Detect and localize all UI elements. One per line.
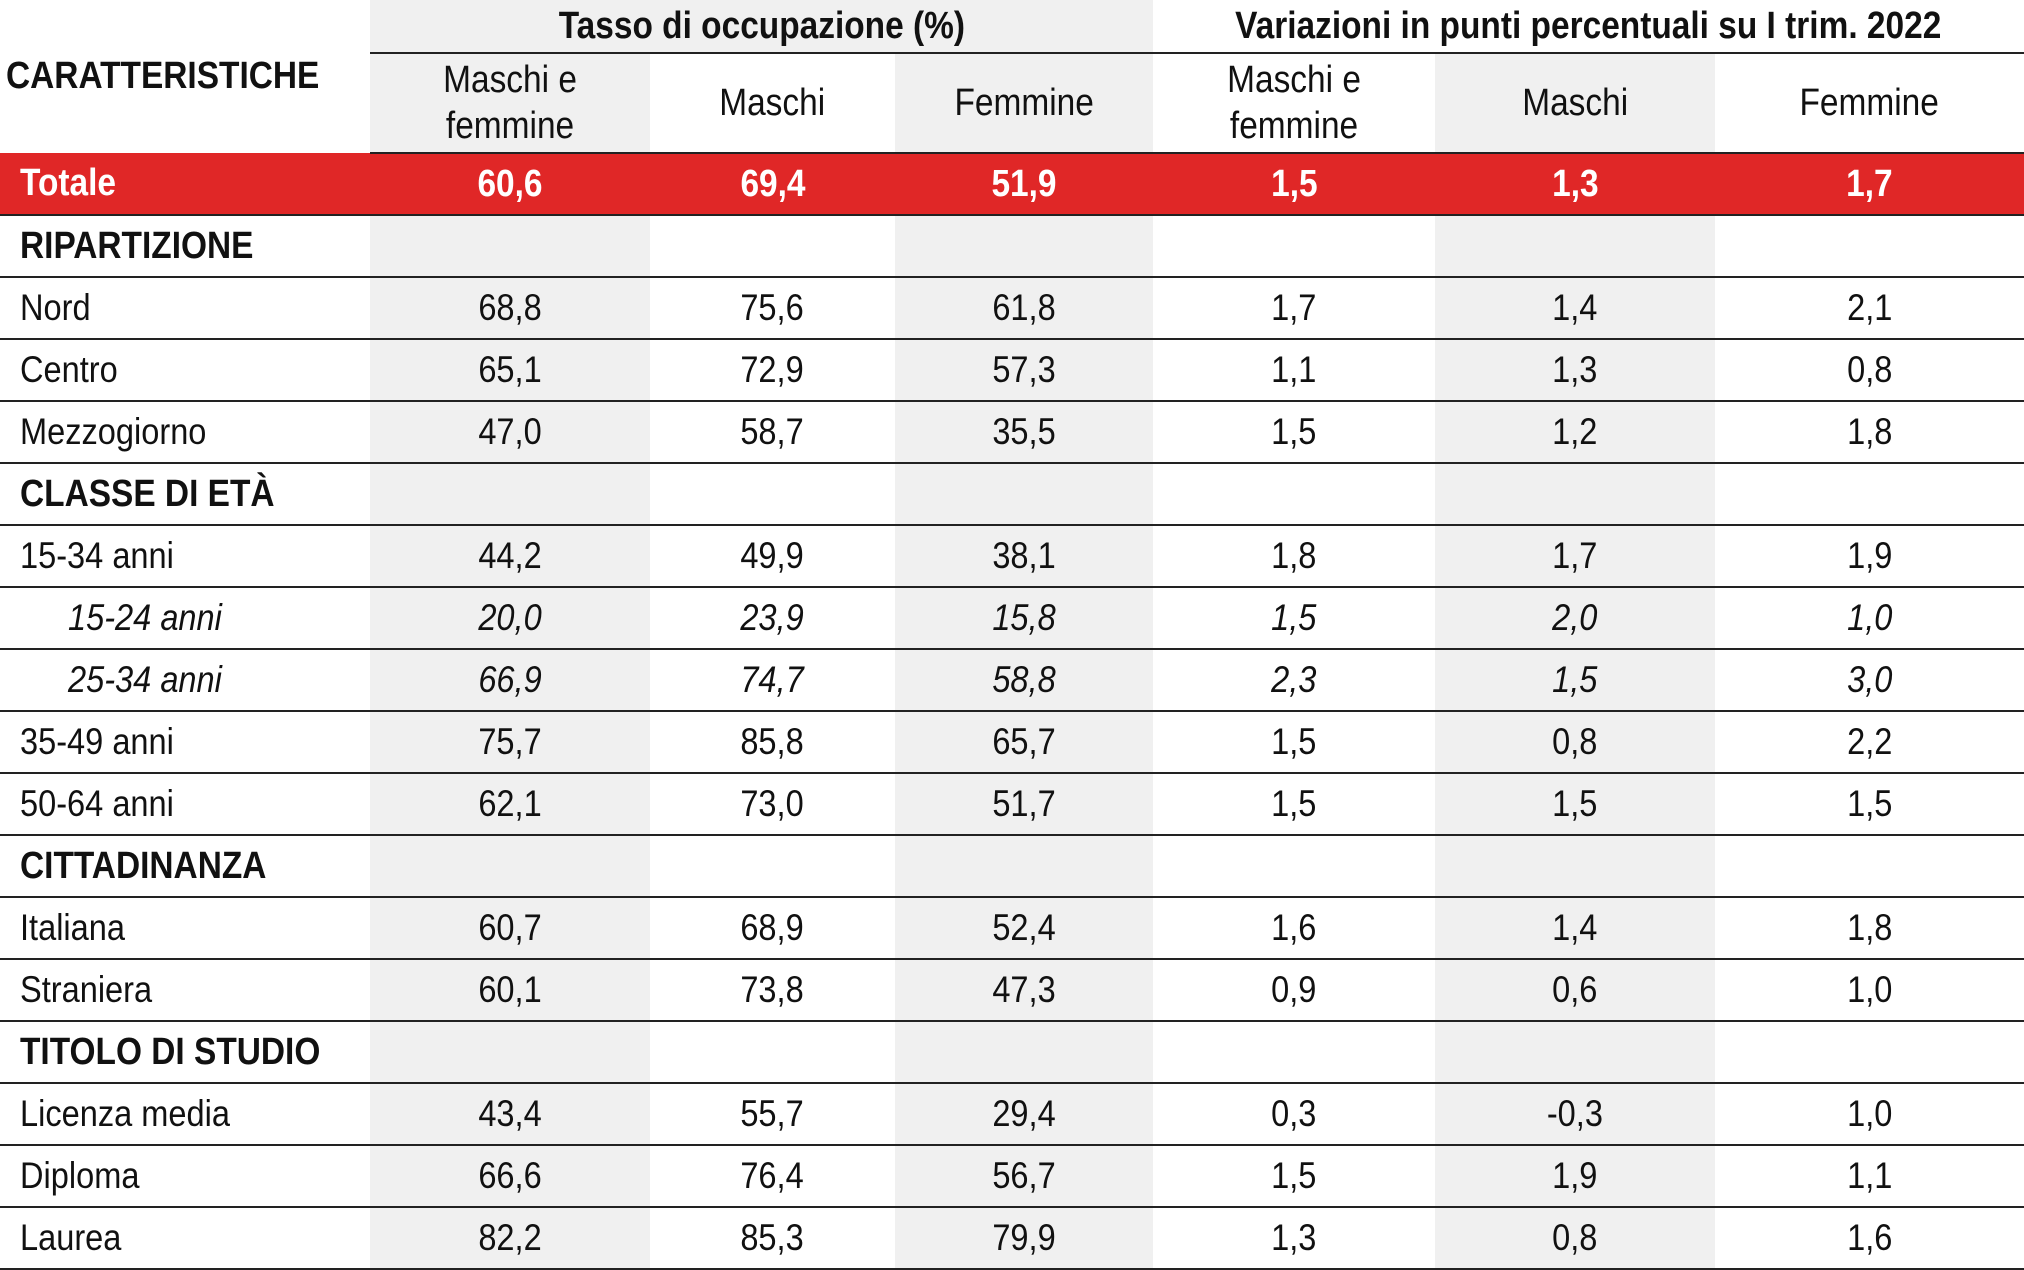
value-cell-text: 82,2: [478, 1217, 542, 1258]
row-label-text: 35-49 anni: [20, 721, 174, 762]
value-cell-text: 1,5: [1552, 783, 1598, 824]
value-cell-text: 0,9: [1271, 969, 1317, 1010]
empty-cell: [1435, 1021, 1715, 1083]
value-cell: [1435, 153, 1715, 215]
value-cell: [370, 897, 650, 959]
row-label: [0, 339, 370, 401]
value-cell: [1435, 959, 1715, 1021]
value-cell: [370, 339, 650, 401]
value-cell-text: 60,7: [478, 907, 542, 948]
value-cell-text: 66,6: [478, 1155, 542, 1196]
value-cell: [1153, 525, 1435, 587]
value-cell: [1153, 1145, 1435, 1207]
value-cell: [1435, 773, 1715, 835]
value-cell-text: 1,4: [1552, 287, 1598, 328]
empty-cell: [895, 463, 1153, 525]
empty-cell: [1715, 463, 2024, 525]
value-cell-text: 1,0: [1846, 969, 1893, 1010]
value-cell-text: 2,0: [1552, 597, 1598, 638]
empty-cell: [370, 835, 650, 897]
value-cell: [650, 649, 895, 711]
value-cell: [1153, 587, 1435, 649]
value-cell: [1153, 339, 1435, 401]
value-cell: [1715, 153, 2024, 215]
value-cell: [1435, 587, 1715, 649]
row-label-text: Licenza media: [20, 1093, 230, 1134]
value-cell-text: 65,7: [992, 721, 1056, 762]
value-cell-text: 47,0: [478, 411, 542, 452]
value-cell: [650, 587, 895, 649]
value-cell: [1715, 649, 2024, 711]
value-cell-text: 73,8: [740, 969, 805, 1010]
value-cell-text: 47,3: [992, 969, 1056, 1010]
table-row: [0, 959, 2024, 1021]
value-cell: [1715, 587, 2024, 649]
value-cell-text: 52,4: [992, 907, 1056, 948]
value-cell-text: 0,8: [1552, 721, 1598, 762]
caption-cell: [0, 0, 370, 153]
column-header: [370, 53, 650, 153]
value-cell: [650, 711, 895, 773]
value-cell: [1715, 897, 2024, 959]
table-row: [0, 649, 2024, 711]
value-cell: [370, 277, 650, 339]
header-group-row: [0, 0, 2024, 53]
value-cell: [1715, 277, 2024, 339]
value-cell-text: -0,3: [1546, 1093, 1604, 1134]
value-cell: [1435, 1145, 1715, 1207]
value-cell-text: 43,4: [478, 1093, 542, 1134]
value-cell: [1435, 897, 1715, 959]
table-row: [0, 711, 2024, 773]
value-cell: [895, 897, 1153, 959]
value-cell-text: 23,9: [740, 597, 805, 638]
value-cell: [370, 1145, 650, 1207]
value-cell-text: 1,6: [1271, 907, 1317, 948]
value-cell-text: 1,5: [1271, 721, 1317, 762]
section-title-text: CLASSE DI ETÀ: [20, 472, 275, 515]
section-header-row: [0, 1021, 2024, 1083]
value-cell: [1153, 711, 1435, 773]
section-title: [0, 463, 370, 525]
value-cell-text: 60,1: [478, 969, 542, 1010]
value-cell: [895, 1207, 1153, 1269]
value-cell-text: 0,8: [1552, 1217, 1598, 1258]
value-cell: [895, 339, 1153, 401]
row-label: [0, 277, 370, 339]
value-cell-text: 1,5: [1271, 411, 1317, 452]
table-row: [0, 1083, 2024, 1145]
table-row: [0, 1145, 2024, 1207]
value-cell-text: 61,8: [992, 287, 1056, 328]
empty-cell: [650, 463, 895, 525]
value-cell-text: 1,6: [1846, 1217, 1893, 1258]
value-cell-text: 75,7: [478, 721, 542, 762]
value-cell-text: 1,5: [1846, 783, 1893, 824]
value-cell: [370, 711, 650, 773]
value-cell: [650, 339, 895, 401]
value-cell: [1435, 277, 1715, 339]
value-cell-text: 1,8: [1271, 535, 1317, 576]
value-cell-text: 1,7: [1271, 287, 1317, 328]
value-cell: [1435, 1083, 1715, 1145]
value-cell: [650, 277, 895, 339]
row-label-text: 15-24 anni: [68, 597, 222, 638]
value-cell: [1715, 773, 2024, 835]
table-caption: CARATTERISTICHE: [6, 55, 320, 97]
value-cell: [1153, 1207, 1435, 1269]
value-cell: [370, 153, 650, 215]
value-cell-text: 72,9: [740, 349, 805, 390]
value-cell-text: 1,7: [1846, 162, 1893, 205]
value-cell-text: 1,3: [1552, 349, 1598, 390]
value-cell-text: 55,7: [740, 1093, 805, 1134]
value-cell: [1435, 649, 1715, 711]
row-label: [0, 649, 370, 711]
value-cell: [1715, 1145, 2024, 1207]
empty-cell: [1153, 463, 1435, 525]
section-title: [0, 835, 370, 897]
group-header-rate: [370, 0, 1153, 53]
column-header: [1715, 53, 2024, 153]
table-row: [0, 587, 2024, 649]
value-cell-text: 1,5: [1271, 1155, 1317, 1196]
value-cell: [1435, 711, 1715, 773]
row-label-text: Centro: [20, 349, 118, 390]
value-cell-text: 66,9: [478, 659, 542, 700]
value-cell: [895, 711, 1153, 773]
row-label: [0, 1083, 370, 1145]
value-cell: [650, 153, 895, 215]
value-cell: [1715, 711, 2024, 773]
value-cell-text: 0,8: [1846, 349, 1893, 390]
value-cell: [1715, 1207, 2024, 1269]
empty-cell: [895, 835, 1153, 897]
row-label-text: Nord: [20, 287, 91, 328]
value-cell-text: 1,5: [1271, 783, 1317, 824]
value-cell-text: 1,1: [1271, 349, 1317, 390]
row-label-text: Laurea: [20, 1217, 122, 1258]
value-cell: [1435, 339, 1715, 401]
value-cell-text: 69,4: [739, 162, 806, 205]
value-cell-text: 73,0: [740, 783, 805, 824]
empty-cell: [1715, 215, 2024, 277]
value-cell: [895, 277, 1153, 339]
value-cell-text: 75,6: [740, 287, 805, 328]
empty-cell: [650, 215, 895, 277]
empty-cell: [895, 215, 1153, 277]
group-header-rate-label: Tasso di occupazione (%): [558, 4, 965, 47]
value-cell: [370, 959, 650, 1021]
value-cell: [1153, 959, 1435, 1021]
column-header-line: Maschi: [1522, 82, 1628, 124]
column-header-line: Maschi e: [1227, 59, 1361, 101]
value-cell: [650, 773, 895, 835]
empty-cell: [370, 1021, 650, 1083]
column-header-line: Maschi e: [443, 59, 577, 101]
empty-cell: [1153, 1021, 1435, 1083]
value-cell-text: 1,4: [1552, 907, 1598, 948]
empty-cell: [1153, 215, 1435, 277]
row-label: [0, 401, 370, 463]
value-cell: [1153, 153, 1435, 215]
group-header-variation-label: Variazioni in punti percentuali su I trim. 2022: [1235, 4, 1942, 47]
empty-cell: [1715, 835, 2024, 897]
value-cell-text: 0,6: [1552, 969, 1598, 1010]
value-cell: [1715, 339, 2024, 401]
value-cell: [650, 897, 895, 959]
value-cell: [895, 401, 1153, 463]
row-label: [0, 153, 370, 215]
empty-cell: [1435, 835, 1715, 897]
column-header: [1153, 53, 1435, 153]
value-cell-text: 1,5: [1271, 597, 1317, 638]
row-label-text: Mezzogiorno: [20, 411, 207, 452]
value-cell-text: 58,7: [740, 411, 805, 452]
value-cell-text: 58,8: [992, 659, 1056, 700]
row-label-text: Diploma: [20, 1155, 140, 1196]
table-row: [0, 277, 2024, 339]
value-cell: [370, 1083, 650, 1145]
table-row: [0, 897, 2024, 959]
section-header-row: [0, 215, 2024, 277]
value-cell: [1715, 525, 2024, 587]
value-cell: [895, 1145, 1153, 1207]
column-header: [895, 53, 1153, 153]
row-label-text: 50-64 anni: [20, 783, 174, 824]
value-cell-text: 35,5: [992, 411, 1056, 452]
value-cell: [895, 649, 1153, 711]
value-cell: [1435, 1207, 1715, 1269]
row-label: [0, 711, 370, 773]
value-cell-text: 1,0: [1846, 1093, 1893, 1134]
value-cell: [650, 959, 895, 1021]
empty-cell: [1153, 835, 1435, 897]
value-cell-text: 79,9: [992, 1217, 1056, 1258]
empty-cell: [370, 463, 650, 525]
value-cell: [1435, 525, 1715, 587]
value-cell: [895, 773, 1153, 835]
value-cell: [1153, 1083, 1435, 1145]
value-cell: [895, 525, 1153, 587]
table-row: [0, 1207, 2024, 1269]
section-title: [0, 1021, 370, 1083]
value-cell-text: 51,9: [991, 162, 1057, 205]
column-header-line: femmine: [445, 105, 575, 147]
value-cell: [1715, 959, 2024, 1021]
value-cell-text: 56,7: [992, 1155, 1056, 1196]
value-cell-text: 2,2: [1846, 721, 1893, 762]
value-cell: [1153, 773, 1435, 835]
value-cell-text: 20,0: [478, 597, 542, 638]
value-cell-text: 1,7: [1552, 535, 1598, 576]
row-label-text: Italiana: [20, 907, 125, 948]
value-cell-text: 1,0: [1846, 597, 1893, 638]
value-cell-text: 74,7: [740, 659, 805, 700]
table-row: [0, 401, 2024, 463]
column-header: [1435, 53, 1715, 153]
value-cell: [370, 649, 650, 711]
section-title-text: RIPARTIZIONE: [20, 224, 254, 267]
value-cell-text: 65,1: [478, 349, 542, 390]
value-cell-text: 51,7: [992, 783, 1056, 824]
value-cell-text: 44,2: [478, 535, 542, 576]
row-label-text: Straniera: [20, 969, 153, 1010]
value-cell-text: 68,8: [478, 287, 542, 328]
value-cell-text: 76,4: [740, 1155, 805, 1196]
row-label: [0, 897, 370, 959]
value-cell: [370, 401, 650, 463]
value-cell-text: 49,9: [740, 535, 805, 576]
row-label-text: 25-34 anni: [68, 659, 222, 700]
table-row: [0, 525, 2024, 587]
row-label-text: 15-34 anni: [20, 535, 174, 576]
row-label: [0, 773, 370, 835]
row-label: [0, 1207, 370, 1269]
column-header-line: Femmine: [1799, 82, 1940, 124]
empty-cell: [1435, 463, 1715, 525]
value-cell: [650, 401, 895, 463]
column-header-line: Maschi: [719, 82, 826, 124]
section-header-row: [0, 835, 2024, 897]
row-label-text: Totale: [20, 162, 117, 204]
value-cell: [1153, 401, 1435, 463]
value-cell: [370, 773, 650, 835]
value-cell-text: 3,0: [1846, 659, 1893, 700]
value-cell-text: 1,5: [1270, 162, 1318, 205]
value-cell: [1153, 649, 1435, 711]
row-label: [0, 959, 370, 1021]
value-cell: [650, 1207, 895, 1269]
value-cell-text: 1,8: [1846, 907, 1893, 948]
value-cell-text: 0,3: [1271, 1093, 1317, 1134]
value-cell-text: 1,9: [1552, 1155, 1598, 1196]
table-row: [0, 773, 2024, 835]
total-row: [0, 153, 2024, 215]
value-cell: [370, 1207, 650, 1269]
value-cell-text: 1,2: [1552, 411, 1598, 452]
value-cell: [650, 525, 895, 587]
column-header: [650, 53, 895, 153]
table-row: [0, 339, 2024, 401]
empty-cell: [650, 1021, 895, 1083]
empty-cell: [895, 1021, 1153, 1083]
empty-cell: [370, 215, 650, 277]
value-cell-text: 1,3: [1271, 1217, 1317, 1258]
value-cell: [650, 1083, 895, 1145]
value-cell: [895, 1083, 1153, 1145]
value-cell-text: 2,3: [1271, 659, 1317, 700]
row-label: [0, 1145, 370, 1207]
section-header-row: [0, 463, 2024, 525]
column-header-line: Femmine: [954, 82, 1094, 124]
value-cell: [1715, 1083, 2024, 1145]
value-cell: [370, 587, 650, 649]
value-cell-text: 1,8: [1846, 411, 1893, 452]
value-cell: [650, 1145, 895, 1207]
value-cell: [895, 959, 1153, 1021]
value-cell-text: 1,9: [1846, 535, 1893, 576]
value-cell: [1715, 401, 2024, 463]
value-cell-text: 1,5: [1552, 659, 1598, 700]
empty-cell: [650, 835, 895, 897]
column-header-line: femmine: [1229, 105, 1359, 147]
value-cell-text: 85,8: [740, 721, 805, 762]
section-title: [0, 215, 370, 277]
value-cell-text: 60,6: [477, 162, 543, 205]
value-cell: [370, 525, 650, 587]
value-cell-text: 85,3: [740, 1217, 805, 1258]
empty-cell: [1715, 1021, 2024, 1083]
value-cell-text: 68,9: [740, 907, 805, 948]
value-cell-text: 57,3: [992, 349, 1056, 390]
value-cell: [1153, 897, 1435, 959]
value-cell-text: 38,1: [992, 535, 1056, 576]
value-cell-text: 1,3: [1551, 162, 1599, 205]
value-cell-text: 1,1: [1846, 1155, 1893, 1196]
row-label: [0, 525, 370, 587]
value-cell-text: 2,1: [1846, 287, 1893, 328]
value-cell-text: 29,4: [992, 1093, 1056, 1134]
value-cell-text: 15,8: [992, 597, 1056, 638]
row-label: [0, 587, 370, 649]
value-cell: [895, 587, 1153, 649]
table-body: [0, 153, 2024, 1269]
section-title-text: CITTADINANZA: [20, 844, 267, 887]
value-cell-text: 62,1: [478, 783, 542, 824]
value-cell: [1153, 277, 1435, 339]
value-cell: [1435, 401, 1715, 463]
group-header-variation: [1153, 0, 2024, 53]
value-cell: [895, 153, 1153, 215]
section-title-text: TITOLO DI STUDIO: [20, 1030, 321, 1073]
empty-cell: [1435, 215, 1715, 277]
